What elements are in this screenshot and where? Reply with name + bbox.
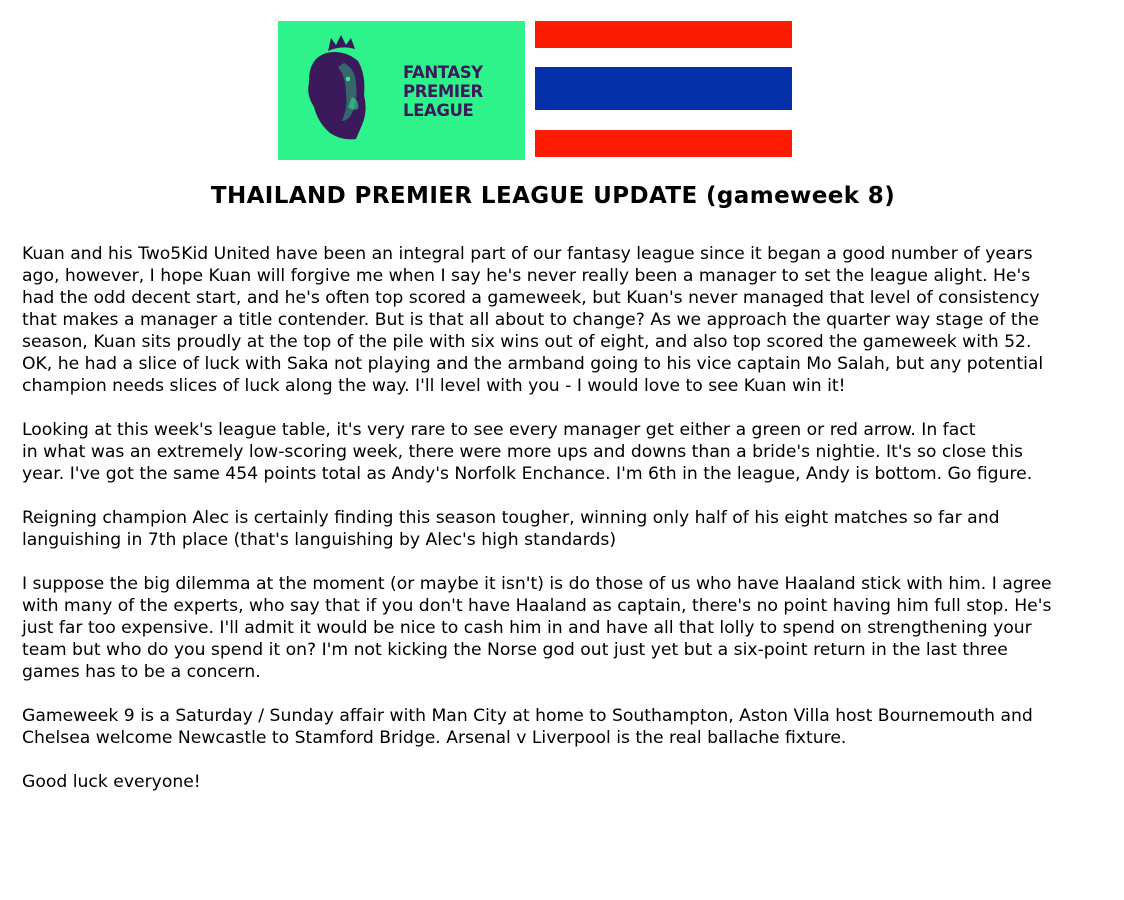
flag-stripe-blue	[535, 67, 792, 110]
header-banner	[278, 21, 792, 160]
fantasy-premier-league-logo	[278, 21, 525, 160]
article-body	[22, 243, 1118, 815]
article-paragraph: I suppose the big dilemma at the moment (or maybe it isn't) is do those of us who have Haaland stick with him. I agree with many of the experts, who say that if you don't have Haaland as captain, there's no point having him full stop. He's just far too expensive. I'll admit it would be nice to cash him in and have all that lolly to spend on strengthening your team but who do you spend it on? I'm not kicking the Norse god out just yet but a six-point return in the last three games has to be a concern.	[22, 574, 1052, 682]
logo-line: FANTASY	[403, 63, 483, 82]
page-title: THAILAND PREMIER LEAGUE UPDATE (gameweek 8)	[210, 183, 896, 209]
logo-wordmark	[403, 63, 483, 120]
flag-stripe-red-top	[535, 21, 792, 48]
article-paragraph: Gameweek 9 is a Saturday / Sunday affair with Man City at home to Southampton, Aston Villa host Bournemouth and Chelsea welcome Newcastle to Stamford Bridge. Arsenal v Liverpool is the real ballache fixture.	[22, 706, 1033, 748]
premier-league-lion-icon	[278, 21, 403, 160]
logo-line: PREMIER	[403, 82, 483, 101]
article-paragraph: Reigning champion Alec is certainly finding this season tougher, winning only half of his eight matches so far and languishing in 7th place (that's languishing by Alec's high standards)	[22, 508, 1000, 550]
thailand-flag-icon	[535, 21, 792, 157]
article-paragraph: Looking at this week's league table, it's very rare to see every manager get either a green or red arrow. In fact in what was an extremely low-scoring week, there were more ups and downs than a bride's nightie. It's so close this year. I've got the same 454 points total as Andy's Norfolk Enchance. I'm 6th in the league, Andy is bottom. Go figure.	[22, 420, 1033, 484]
flag-stripe-white-bottom	[535, 110, 792, 130]
article-paragraph: Good luck everyone!	[22, 772, 201, 792]
flag-stripe-red-bottom	[535, 130, 792, 157]
logo-line: LEAGUE	[403, 101, 474, 120]
article-paragraph: Kuan and his Two5Kid United have been an integral part of our fantasy league since it began a good number of years ago, however, I hope Kuan will forgive me when I say he's never really been a manager to set the league alight. He's had the odd decent start, and he's often top scored a gameweek, but Kuan's never managed that level of consistency that makes a manager a title contender. But is that all about to change? As we approach the quarter way stage of the season, Kuan sits proudly at the top of the pile with six wins out of eight, and also top scored the gameweek with 52. OK, he had a slice of luck with Saka not playing and the armband going to his vice captain Mo Salah, but any potential champion needs slices of luck along the way. I'll level with you - I would love to see Kuan win it!	[22, 244, 1044, 396]
flag-stripe-white-top	[535, 48, 792, 67]
